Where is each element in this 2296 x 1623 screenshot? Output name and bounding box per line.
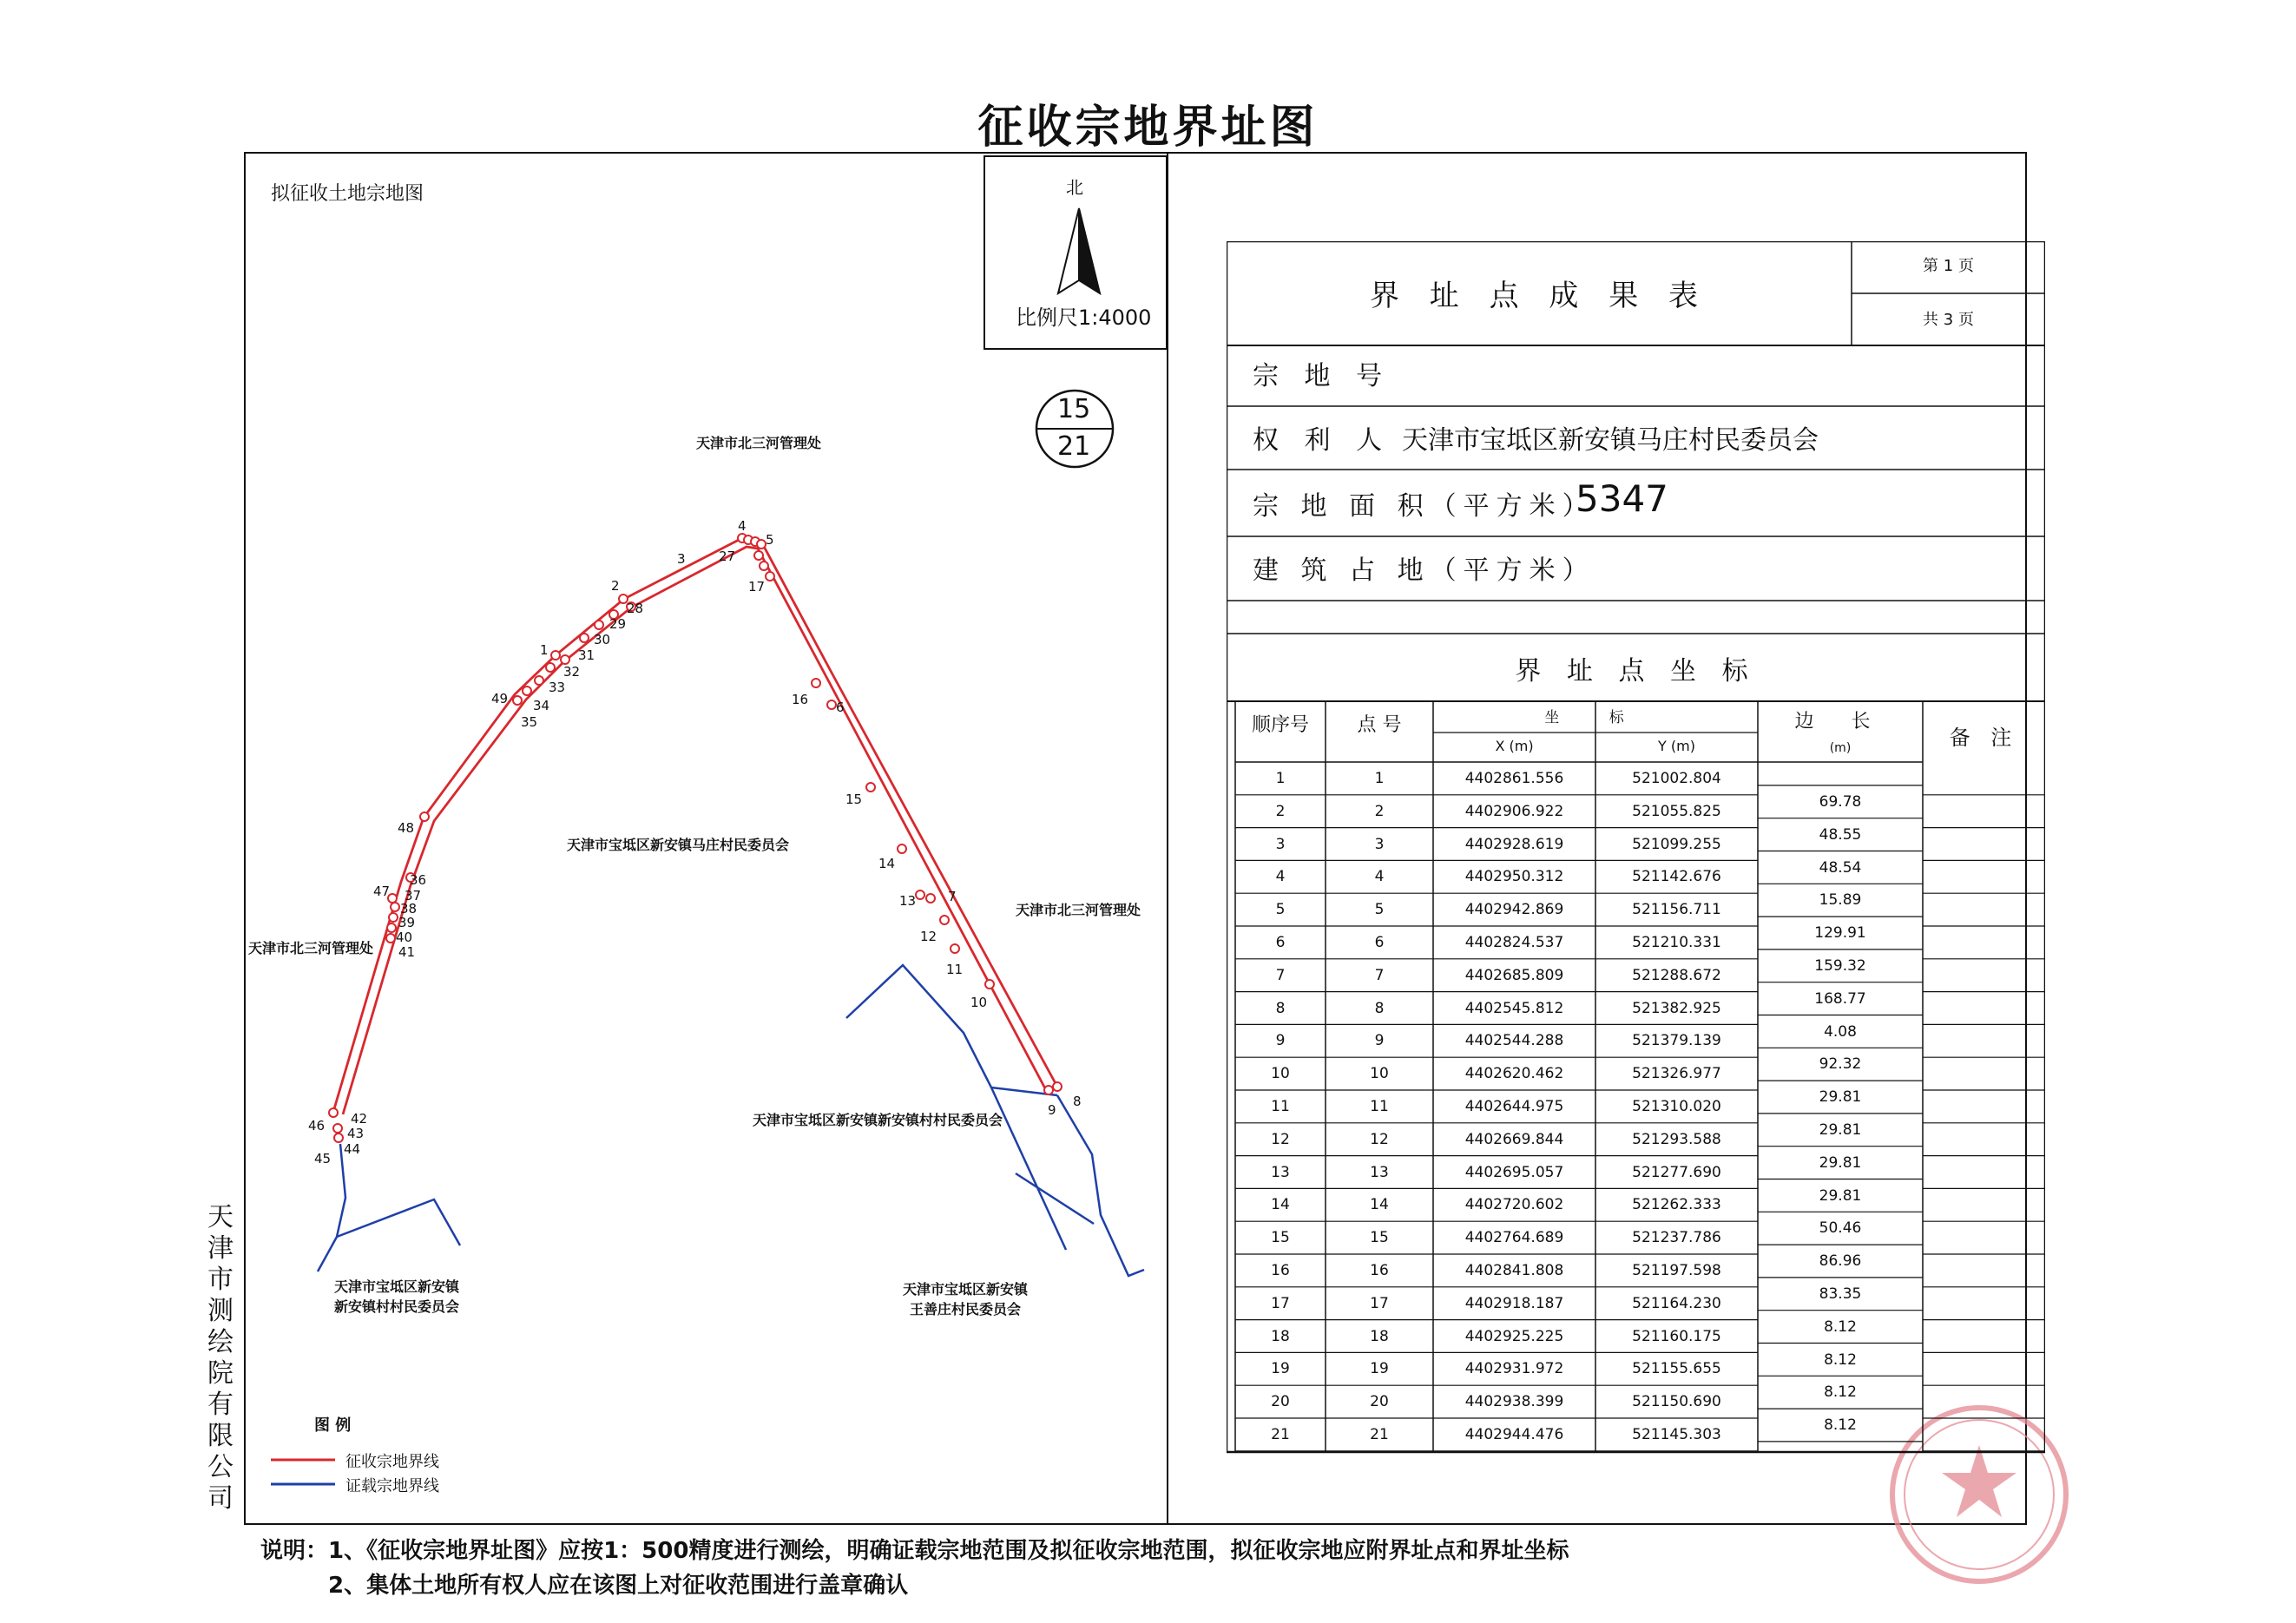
neighbor-east: 天津市北三河管理处 [1016, 902, 1141, 918]
header-remark: 备 注 [1949, 726, 2019, 750]
cell-y: 521164.230 [1632, 1294, 1721, 1312]
cell-seq: 8 [1275, 999, 1286, 1017]
point-label: 28 [627, 601, 644, 616]
point-label: 7 [948, 889, 957, 904]
point-label: 29 [609, 616, 627, 632]
cell-point: 2 [1374, 802, 1385, 820]
point-label: 16 [792, 692, 809, 707]
cell-y: 521099.255 [1632, 835, 1721, 853]
point-label: 4 [738, 518, 747, 534]
cell-y: 521382.925 [1632, 999, 1721, 1017]
edge-length: 86.96 [1819, 1252, 1862, 1271]
cell-seq: 7 [1275, 966, 1286, 984]
point-label: 38 [400, 901, 418, 917]
edge-length: 29.81 [1819, 1186, 1862, 1205]
edge-length: 92.32 [1819, 1055, 1862, 1074]
point-label: 1 [540, 642, 549, 658]
point-label: 39 [398, 915, 416, 930]
page-label: 第 1 页 [1923, 257, 1974, 275]
point-label: 12 [920, 929, 937, 944]
cell-point: 16 [1370, 1262, 1389, 1279]
cell-seq: 14 [1271, 1196, 1290, 1214]
cell-y: 521288.672 [1632, 966, 1721, 984]
cell-point: 15 [1370, 1229, 1389, 1247]
cell-x: 4402931.972 [1464, 1360, 1564, 1378]
point-label: 47 [373, 884, 391, 899]
point-label: 42 [351, 1111, 368, 1127]
edge-length: 48.55 [1819, 825, 1862, 844]
header-point: 点 号 [1357, 714, 1402, 736]
cell-point: 18 [1370, 1327, 1389, 1345]
cell-point: 5 [1374, 901, 1385, 919]
neighbor-southeast: 天津市宝坻区新安镇新安镇村村民委员会 [753, 1112, 1003, 1128]
cell-x: 4402918.187 [1464, 1294, 1564, 1312]
neighbor-south: 天津市宝坻区新安镇 王善庄村民委员会 [903, 1281, 1029, 1317]
total-label: 共 3 页 [1923, 311, 1974, 329]
point-label: 6 [836, 700, 845, 715]
point-label: 48 [398, 820, 415, 836]
cell-seq: 16 [1271, 1262, 1290, 1279]
cell-point: 13 [1370, 1163, 1389, 1181]
cell-seq: 5 [1275, 901, 1286, 919]
cell-point: 17 [1370, 1294, 1389, 1312]
point-label: 3 [677, 551, 686, 567]
cell-seq: 6 [1275, 934, 1286, 951]
edge-length: 48.54 [1819, 858, 1862, 877]
cell-seq: 17 [1271, 1294, 1290, 1312]
cell-x: 4402544.288 [1464, 1032, 1564, 1050]
point-label: 17 [748, 579, 766, 595]
cell-point: 9 [1374, 1032, 1385, 1050]
cell-seq: 2 [1275, 802, 1286, 820]
edge-length: 29.81 [1819, 1120, 1862, 1139]
cell-x: 4402644.975 [1464, 1098, 1564, 1115]
point-label: 15 [845, 792, 863, 807]
expropriation-boundary-lines [333, 538, 1057, 1114]
point-label: 43 [347, 1126, 365, 1141]
note-line-2: 2、集体土地所有权人应在该图上对征收范围进行盖章确认 [328, 1573, 909, 1599]
cell-x: 4402669.844 [1464, 1130, 1564, 1148]
edge-length: 159.32 [1814, 956, 1866, 975]
scale-label: 比例尺1:4000 [1016, 306, 1152, 330]
building-label: 建 筑 占 地（平方米） [1253, 555, 1595, 586]
table-title: 界 址 点 成 果 表 [1369, 279, 1709, 313]
edge-length: 8.12 [1824, 1350, 1857, 1369]
header-coord: 坐 标 [1544, 709, 1647, 726]
cell-y: 521145.303 [1632, 1426, 1721, 1443]
point-label: 41 [398, 944, 416, 960]
header-edge: 边 长 [1794, 711, 1886, 733]
point-label: 8 [1073, 1094, 1082, 1109]
edge-length: 8.12 [1824, 1383, 1857, 1402]
cell-point: 7 [1374, 966, 1385, 984]
page-title: 征收宗地界址图 [977, 102, 1319, 154]
cell-point: 12 [1370, 1130, 1389, 1148]
cell-x: 4402685.809 [1464, 966, 1564, 984]
cell-seq: 18 [1271, 1327, 1290, 1345]
cell-seq: 13 [1271, 1163, 1290, 1181]
point-label: 13 [899, 893, 917, 909]
area-label: 宗 地 面 积（平方米） [1253, 491, 1595, 522]
cell-x: 4402906.922 [1464, 802, 1564, 820]
point-label: 36 [410, 872, 427, 888]
neighbor-center: 天津市宝坻区新安镇马庄村民委员会 [567, 837, 790, 853]
cell-y: 521210.331 [1632, 934, 1721, 951]
cell-seq: 11 [1271, 1098, 1290, 1115]
neighbor-west: 天津市北三河管理处 [248, 940, 374, 956]
cell-point: 10 [1370, 1065, 1389, 1083]
cell-x: 4402720.602 [1464, 1196, 1564, 1214]
cell-seq: 10 [1271, 1065, 1290, 1083]
point-label: 31 [578, 647, 595, 663]
north-label: 北 [1066, 177, 1083, 198]
edge-length: 50.46 [1819, 1219, 1862, 1238]
cell-point: 1 [1374, 770, 1385, 787]
header-seq: 顺序号 [1251, 714, 1309, 736]
parcel-no-label: 宗 地 号 [1253, 361, 1391, 391]
edge-length: 168.77 [1814, 989, 1866, 1008]
edge-length: 29.81 [1819, 1088, 1862, 1107]
point-label: 9 [1048, 1102, 1056, 1118]
point-label: 33 [549, 680, 566, 695]
edge-length: 129.91 [1814, 924, 1866, 943]
coords-title: 界 址 点 坐 标 [1515, 656, 1757, 687]
point-label: 35 [521, 714, 538, 730]
point-label: 37 [405, 888, 422, 903]
cell-seq: 9 [1275, 1032, 1286, 1050]
cell-point: 11 [1370, 1098, 1389, 1115]
cell-x: 4402764.689 [1464, 1229, 1564, 1247]
point-label: 10 [970, 995, 988, 1010]
cell-x: 4402944.476 [1464, 1426, 1564, 1443]
cell-y: 521055.825 [1632, 802, 1721, 820]
cell-seq: 20 [1271, 1393, 1290, 1411]
cell-x: 4402620.462 [1464, 1065, 1564, 1083]
cell-point: 20 [1370, 1393, 1389, 1411]
edge-length: 4.08 [1824, 1022, 1857, 1041]
cell-seq: 1 [1275, 770, 1286, 787]
legend-title: 图 例 [314, 1416, 352, 1435]
point-label: 5 [766, 532, 774, 548]
header-y: Y (m) [1658, 738, 1695, 754]
neighbor-southwest: 天津市宝坻区新安镇 新安镇村村民委员会 [334, 1278, 460, 1315]
cell-seq: 19 [1271, 1360, 1290, 1378]
cell-y: 521155.655 [1632, 1360, 1721, 1378]
cell-x: 4402938.399 [1464, 1393, 1564, 1411]
point-label: 34 [533, 698, 550, 713]
legend-red-label: 征收宗地界线 [345, 1453, 439, 1471]
cell-point: 3 [1374, 835, 1385, 853]
map-heading: 拟征收土地宗地图 [271, 183, 424, 205]
cell-point: 4 [1374, 868, 1385, 886]
header-edge-unit: (m) [1829, 741, 1852, 755]
cell-y: 521326.977 [1632, 1065, 1721, 1083]
cell-seq: 3 [1275, 835, 1286, 853]
cell-y: 521142.676 [1632, 868, 1721, 886]
edge-length: 15.89 [1819, 891, 1862, 910]
cell-x: 4402695.057 [1464, 1163, 1564, 1181]
point-label: 30 [594, 632, 611, 647]
cell-x: 4402861.556 [1464, 770, 1564, 787]
cell-y: 521160.175 [1632, 1327, 1721, 1345]
company-name: 天 津 市 测 绘 院 有 限 公 司 [207, 1202, 234, 1514]
header-x: X (m) [1495, 738, 1534, 754]
point-label: 44 [344, 1141, 361, 1157]
certificate-boundary-lines [318, 965, 1144, 1276]
owner-label: 权 利 人 [1253, 425, 1391, 456]
cell-y: 521237.786 [1632, 1229, 1721, 1247]
point-label: 45 [314, 1151, 332, 1166]
owner-value: 天津市宝坻区新安镇马庄村民委员会 [1402, 425, 1819, 456]
cell-x: 4402545.812 [1464, 999, 1564, 1017]
point-label: 27 [719, 549, 736, 564]
north-arrow-icon [1058, 208, 1079, 293]
edge-length: 83.35 [1819, 1285, 1862, 1303]
sheet-number-bottom: 21 [1057, 431, 1091, 462]
cell-seq: 15 [1271, 1229, 1290, 1247]
cell-y: 521002.804 [1632, 770, 1721, 787]
cell-point: 14 [1370, 1196, 1389, 1214]
cell-seq: 21 [1271, 1426, 1290, 1443]
cell-point: 21 [1370, 1426, 1389, 1443]
legend-blue-label: 证载宗地界线 [345, 1477, 439, 1495]
cell-x: 4402841.808 [1464, 1262, 1564, 1279]
cell-x: 4402824.537 [1464, 934, 1564, 951]
point-label: 40 [396, 930, 413, 945]
point-label: 46 [308, 1118, 326, 1133]
edge-length: 8.12 [1824, 1416, 1857, 1435]
cell-y: 521197.598 [1632, 1262, 1721, 1279]
point-label: 32 [563, 664, 581, 680]
cell-point: 6 [1374, 934, 1385, 951]
cell-y: 521310.020 [1632, 1098, 1721, 1115]
cell-seq: 4 [1275, 868, 1286, 886]
point-label: 2 [611, 578, 620, 594]
cell-y: 521293.588 [1632, 1130, 1721, 1148]
cell-x: 4402928.619 [1464, 835, 1564, 853]
cell-seq: 12 [1271, 1130, 1290, 1148]
cell-x: 4402925.225 [1464, 1327, 1564, 1345]
point-label: 49 [491, 691, 509, 706]
cell-y: 521156.711 [1632, 901, 1721, 919]
cell-point: 8 [1374, 999, 1385, 1017]
edge-length: 69.78 [1819, 792, 1862, 811]
cell-x: 4402950.312 [1464, 868, 1564, 886]
cell-x: 4402942.869 [1464, 901, 1564, 919]
cell-point: 19 [1370, 1360, 1389, 1378]
edge-length: 8.12 [1824, 1317, 1857, 1336]
note-line-1: 说明：1、《征收宗地界址图》应按1：500精度进行测绘，明确证载宗地范围及拟征收宗地范围，拟征收宗地应附界址点和界址坐标 [260, 1538, 1569, 1564]
point-label: 14 [878, 856, 896, 871]
cell-y: 521277.690 [1632, 1163, 1721, 1181]
cell-y: 521150.690 [1632, 1393, 1721, 1411]
point-label: 11 [946, 962, 964, 977]
cell-y: 521379.139 [1632, 1032, 1721, 1050]
neighbor-north: 天津市北三河管理处 [696, 435, 822, 451]
area-value: 5347 [1576, 477, 1668, 520]
edge-length: 29.81 [1819, 1153, 1862, 1172]
cell-y: 521262.333 [1632, 1196, 1721, 1214]
sheet-number-top: 15 [1057, 394, 1091, 424]
